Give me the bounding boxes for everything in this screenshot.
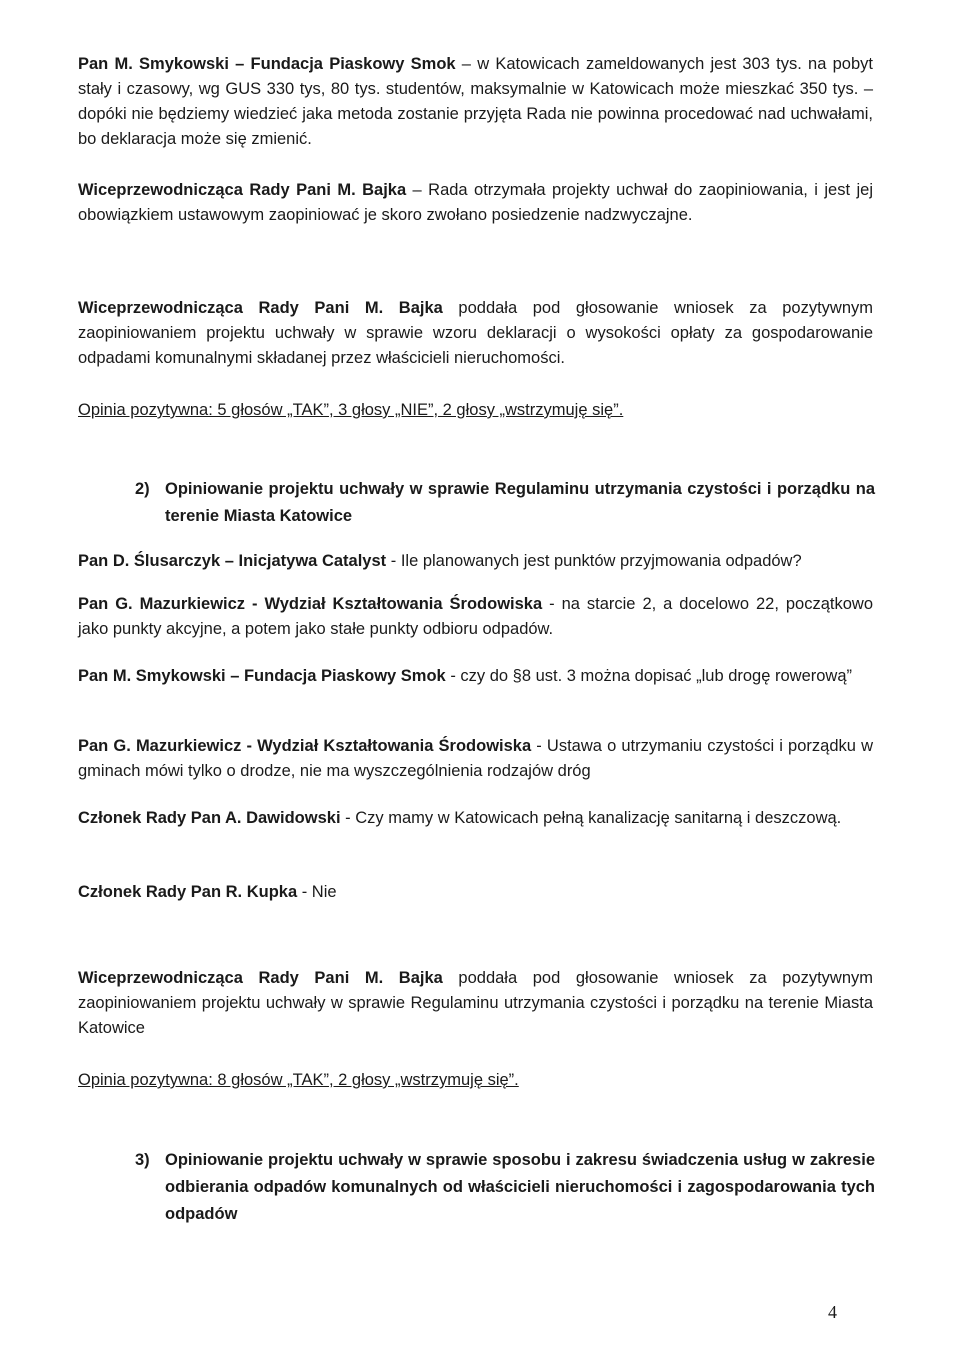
paragraph-kupka [78,880,873,905]
paragraph-text: – w Katowicach zameldowanych jest 303 tys. na pobyt stały i czasowy, wg GUS 330 tys, 80 tys. studentów, maksymalnie w Katowicach może mieszkać 350 tys. – dopóki nie będziemy wiedzieć jaka metoda zostanie przyjęta Rada nie powinna procedować nad uchwałami, bo deklaracja może się zmienić. [78,55,873,148]
paragraph-text: - Ustawa o utrzymaniu czystości i porządku w gminach mówi tylko o drodze, nie ma wyszczególnienia rodzajów dróg [78,737,873,780]
speaker-name: Pan M. Smykowski – Fundacja Piaskowy Smok [78,55,456,73]
paragraph-text: - Ile planowanych jest punktów przyjmowania odpadów? [386,552,802,570]
speaker-name: Pan M. Smykowski – Fundacja Piaskowy Smok [78,667,446,685]
speaker-name: Pan D. Ślusarczyk – Inicjatywa Catalyst [78,552,387,570]
paragraph-text: – Rada otrzymała projekty uchwał do zaopiniowania, i jest jej obowiązkiem ustawowym zaopiniować je skoro zwołano posiedzenie nadzwyczajne. [78,181,873,224]
agenda-number: 3) [135,1151,150,1169]
paragraph-dawidowski [78,806,873,831]
agenda-title: Opiniowanie projektu uchwały w sprawie Regulaminu utrzymania czystości i porządku na terenie Miasta Katowice [165,480,875,525]
paragraph-bajka-vote-2 [78,966,873,1041]
paragraph-text: - czy do §8 ust. 3 można dopisać „lub drogę rowerową” [445,667,853,685]
speaker-name: Pan G. Mazurkiewicz - Wydział Kształtowania Środowiska [78,595,543,613]
paragraph-smykowski-2 [78,664,873,689]
paragraph-text: poddała pod głosowanie wniosek za pozytywnym zaopiniowaniem projektu uchwały w sprawie Regulaminu utrzymania czystości i porządku na terenie Miasta Katowice [78,969,873,1037]
speaker-name: Wiceprzewodnicząca Rady Pani M. Bajka [78,299,443,317]
paragraph-text: poddała pod głosowanie wniosek za pozytywnym zaopiniowaniem projektu uchwały w sprawie wzoru deklaracji o wysokości opłaty za gospodarowanie odpadami komunalnymi składanej przez właścicieli nieruchomości. [78,299,873,367]
paragraph-mazurkiewicz-2 [78,734,873,784]
vote-result-2: Opinia pozytywna: 8 głosów „TAK”, 2 głosy „wstrzymuję się”. [78,1071,519,1089]
agenda-title: Opiniowanie projektu uchwały w sprawie sposobu i zakresu świadczenia usług w zakresie odbierania odpadów komunalnych od właścicieli nieruchomości i zagospodarowania tych odpadów [165,1151,875,1223]
speaker-name: Członek Rady Pan A. Dawidowski [78,809,341,827]
speaker-name: Wiceprzewodnicząca Rady Pani M. Bajka [78,181,407,199]
page-number: 4 [828,1302,837,1322]
vote-result-1: Opinia pozytywna: 5 głosów „TAK”, 3 głosy „NIE”, 2 głosy „wstrzymuję się”. [78,401,624,419]
paragraph-smykowski-1 [78,52,873,152]
paragraph-slusarczyk [78,549,873,574]
speaker-name: Członek Rady Pan R. Kupka [78,883,298,901]
agenda-item-3 [135,1147,875,1228]
paragraph-mazurkiewicz-1 [78,592,873,642]
paragraph-bajka-vote-1 [78,296,873,371]
paragraph-text: - Czy mamy w Katowicach pełną kanalizację sanitarną i deszczową. [340,809,842,827]
paragraph-text: - na starcie 2, a docelowo 22, początkowo jako punkty akcyjne, a potem jako stałe punkty odbioru odpadów. [78,595,873,638]
paragraph-text: - Nie [297,883,337,901]
speaker-name: Wiceprzewodnicząca Rady Pani M. Bajka [78,969,443,987]
agenda-item-2 [135,476,875,530]
speaker-name: Pan G. Mazurkiewicz - Wydział Kształtowania Środowiska [78,737,532,755]
agenda-number: 2) [135,480,150,498]
paragraph-bajka-1 [78,178,873,228]
